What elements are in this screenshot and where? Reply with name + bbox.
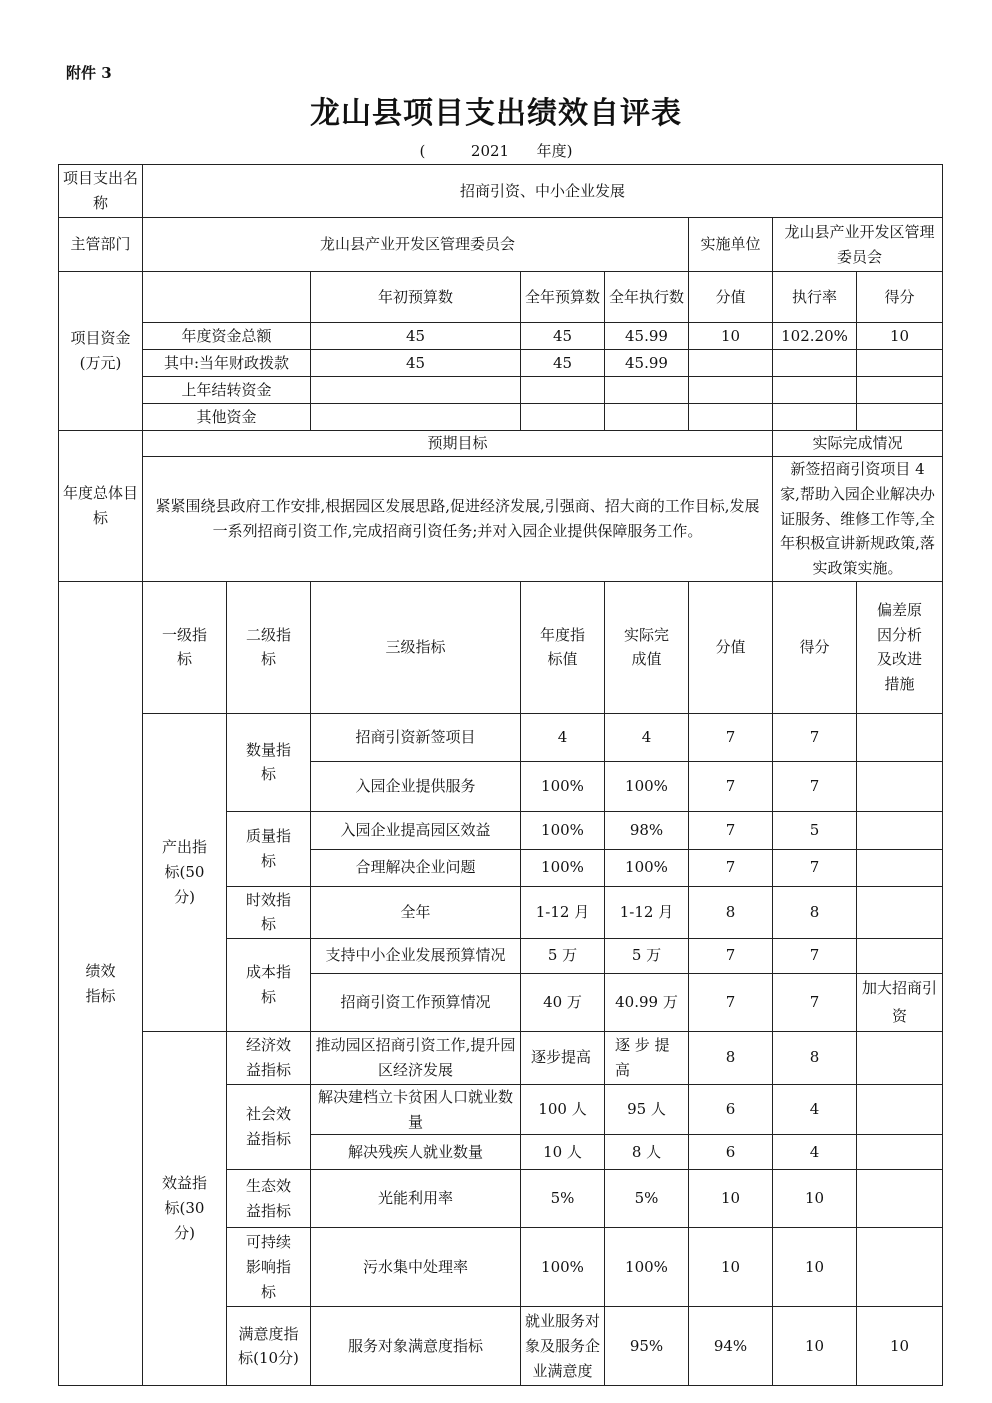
fund-annual bbox=[521, 377, 605, 404]
level2-quantity: 数量指标 bbox=[227, 713, 311, 811]
level1-satisfaction: 满意度指标(10分) bbox=[227, 1307, 311, 1386]
fund-executed bbox=[605, 404, 689, 431]
funds-label: 项目资金(万元) bbox=[59, 272, 143, 431]
fund-initial bbox=[311, 404, 521, 431]
indicator-value: 6 bbox=[689, 1084, 773, 1135]
dept-value: 龙山县产业开发区管理委员会 bbox=[143, 218, 689, 272]
indicator-actual: 94% bbox=[689, 1307, 773, 1386]
fund-score-value: 10 bbox=[689, 323, 773, 350]
level2-cost: 成本指标 bbox=[227, 938, 311, 1031]
indicator-score: 8 bbox=[773, 1031, 857, 1084]
fund-initial: 45 bbox=[311, 350, 521, 377]
indicator-value: 10 bbox=[689, 1228, 773, 1307]
indicator-score: 7 bbox=[773, 973, 857, 1031]
level2-sustainability: 可持续影响指标 bbox=[227, 1228, 311, 1307]
indicator-score: 7 bbox=[773, 761, 857, 811]
perf-header-level2: 二级指标 bbox=[227, 581, 311, 713]
fund-rate bbox=[773, 377, 857, 404]
evaluation-table bbox=[58, 164, 943, 1386]
indicator-score: 4 bbox=[773, 1135, 857, 1170]
perf-header-score: 得分 bbox=[773, 581, 857, 713]
goals-header-row bbox=[59, 431, 943, 457]
fund-rate bbox=[773, 404, 857, 431]
level2-satisfaction: 服务对象满意度指标 bbox=[311, 1307, 521, 1386]
level2-timeliness: 时效指标 bbox=[227, 886, 311, 938]
indicator-target: 1-12 月 bbox=[521, 886, 605, 938]
indicator-note bbox=[857, 1084, 943, 1135]
indicator-target: 100 人 bbox=[521, 1084, 605, 1135]
indicator-score: 5 bbox=[773, 811, 857, 849]
fund-score bbox=[857, 377, 943, 404]
fund-score: 10 bbox=[857, 323, 943, 350]
fund-score-value bbox=[689, 377, 773, 404]
indicator-value: 10 bbox=[773, 1307, 857, 1386]
page-title: 龙山县项目支出绩效自评表 bbox=[310, 96, 682, 131]
level2-economic: 经济效益指标 bbox=[227, 1031, 311, 1084]
indicator-note bbox=[857, 849, 943, 886]
indicator-row bbox=[59, 1031, 943, 1084]
fund-score bbox=[857, 404, 943, 431]
perf-header-score-value: 分值 bbox=[689, 581, 773, 713]
indicator-note bbox=[857, 886, 943, 938]
fund-executed: 45.99 bbox=[605, 323, 689, 350]
indicator-value: 7 bbox=[689, 849, 773, 886]
funds-row bbox=[59, 377, 943, 404]
unit-value: 龙山县产业开发区管理委员会 bbox=[773, 218, 943, 272]
perf-header-level3: 三级指标 bbox=[311, 581, 521, 713]
indicator-name: 支持中小企业发展预算情况 bbox=[311, 938, 521, 973]
goals-actual-text: 新签招商引资项目 4 家,帮助入园企业解决办证服务、维修工作等,全年积极宣讲新规政策,落实政策实施。 bbox=[773, 457, 943, 582]
funds-header-initial: 年初预算数 bbox=[311, 272, 521, 323]
indicator-name: 合理解决企业问题 bbox=[311, 849, 521, 886]
indicator-name: 就业服务对象及服务企业满意度 bbox=[521, 1307, 605, 1386]
fund-name: 上年结转资金 bbox=[143, 377, 311, 404]
indicator-note bbox=[857, 1170, 943, 1228]
fund-score-value bbox=[689, 350, 773, 377]
indicator-score: 10 bbox=[857, 1307, 943, 1386]
funds-header-annual: 全年预算数 bbox=[521, 272, 605, 323]
indicator-value: 7 bbox=[689, 938, 773, 973]
goals-expected-text: 紧紧围绕县政府工作安排,根据园区发展思路,促进经济发展,引强商、招大商的工作目标,发展一系列招商引资工作,完成招商引资任务;并对入园企业提供保障服务工作。 bbox=[143, 457, 773, 582]
indicator-actual: 100% bbox=[605, 1228, 689, 1307]
indicator-note: 加大招商引资 bbox=[857, 973, 943, 1031]
indicator-target: 100% bbox=[521, 849, 605, 886]
perf-label: 绩效指标 bbox=[59, 581, 143, 1386]
level2-ecological: 生态效益指标 bbox=[227, 1170, 311, 1228]
goals-content-row bbox=[59, 457, 943, 582]
indicator-note bbox=[857, 761, 943, 811]
year-close: 年度) bbox=[536, 142, 573, 160]
level1-output: 产出指标(50分) bbox=[143, 713, 227, 1031]
indicator-name: 光能利用率 bbox=[311, 1170, 521, 1228]
indicator-value: 7 bbox=[689, 713, 773, 761]
fund-initial: 45 bbox=[311, 323, 521, 350]
indicator-actual: 4 bbox=[605, 713, 689, 761]
project-name-row bbox=[59, 165, 943, 218]
goals-actual-header: 实际完成情况 bbox=[773, 431, 943, 457]
fund-name: 其他资金 bbox=[143, 404, 311, 431]
level1-benefit: 效益指标(30分) bbox=[143, 1031, 227, 1386]
indicator-score: 4 bbox=[773, 1084, 857, 1135]
indicator-name: 招商引资工作预算情况 bbox=[311, 973, 521, 1031]
indicator-value: 7 bbox=[689, 973, 773, 1031]
indicator-value: 10 bbox=[689, 1170, 773, 1228]
year-open: ( bbox=[419, 142, 426, 160]
funds-row bbox=[59, 323, 943, 350]
department-row bbox=[59, 218, 943, 272]
indicator-target: 5 万 bbox=[521, 938, 605, 973]
indicator-value: 6 bbox=[689, 1135, 773, 1170]
indicator-name: 污水集中处理率 bbox=[311, 1228, 521, 1307]
indicator-actual: 100% bbox=[605, 849, 689, 886]
funds-header-row bbox=[59, 272, 943, 323]
perf-header-row bbox=[59, 581, 943, 713]
indicator-note bbox=[857, 1031, 943, 1084]
indicator-value: 7 bbox=[689, 761, 773, 811]
indicator-score: 10 bbox=[773, 1170, 857, 1228]
indicator-target: 4 bbox=[521, 713, 605, 761]
indicator-note bbox=[857, 1135, 943, 1170]
indicator-note bbox=[857, 938, 943, 973]
fund-annual bbox=[521, 404, 605, 431]
dept-label: 主管部门 bbox=[59, 218, 143, 272]
fund-initial bbox=[311, 377, 521, 404]
funds-row bbox=[59, 404, 943, 431]
goals-expected-header: 预期目标 bbox=[143, 431, 773, 457]
indicator-actual: 逐 步 提 高 bbox=[605, 1031, 689, 1084]
indicator-actual: 5 万 bbox=[605, 938, 689, 973]
indicator-score: 7 bbox=[773, 938, 857, 973]
indicator-actual: 95 人 bbox=[605, 1084, 689, 1135]
indicator-name: 入园企业提供服务 bbox=[311, 761, 521, 811]
indicator-note bbox=[857, 811, 943, 849]
indicator-target: 40 万 bbox=[521, 973, 605, 1031]
indicator-target: 100% bbox=[521, 1228, 605, 1307]
indicator-actual: 40.99 万 bbox=[605, 973, 689, 1031]
fund-name: 其中:当年财政拨款 bbox=[143, 350, 311, 377]
level2-quality: 质量指标 bbox=[227, 811, 311, 886]
indicator-value: 8 bbox=[689, 1031, 773, 1084]
indicator-note bbox=[857, 1228, 943, 1307]
indicator-note bbox=[857, 713, 943, 761]
indicator-target: 5% bbox=[521, 1170, 605, 1228]
indicator-name: 解决建档立卡贫困人口就业数量 bbox=[311, 1084, 521, 1135]
project-name-label: 项目支出名称 bbox=[59, 165, 143, 218]
fund-annual: 45 bbox=[521, 323, 605, 350]
fund-annual: 45 bbox=[521, 350, 605, 377]
indicator-value: 8 bbox=[689, 886, 773, 938]
indicator-name: 全年 bbox=[311, 886, 521, 938]
indicator-name: 解决残疾人就业数量 bbox=[311, 1135, 521, 1170]
level2-social: 社会效益指标 bbox=[227, 1084, 311, 1170]
attachment-label: 附件 3 bbox=[66, 64, 112, 82]
funds-blank-header bbox=[143, 272, 311, 323]
fund-rate: 102.20% bbox=[773, 323, 857, 350]
indicator-score: 7 bbox=[773, 849, 857, 886]
fund-name: 年度资金总额 bbox=[143, 323, 311, 350]
project-name-value: 招商引资、中小企业发展 bbox=[143, 165, 943, 218]
indicator-name: 推动园区招商引资工作,提升园区经济发展 bbox=[311, 1031, 521, 1084]
indicator-score: 7 bbox=[773, 713, 857, 761]
fund-score bbox=[857, 350, 943, 377]
indicator-score: 8 bbox=[773, 886, 857, 938]
indicator-actual: 100% bbox=[605, 761, 689, 811]
perf-header-deviation: 偏差原因分析及改进措施 bbox=[857, 581, 943, 713]
indicator-target: 10 人 bbox=[521, 1135, 605, 1170]
indicator-score: 10 bbox=[773, 1228, 857, 1307]
funds-header-rate: 执行率 bbox=[773, 272, 857, 323]
indicator-target: 100% bbox=[521, 761, 605, 811]
funds-header-score-value: 分值 bbox=[689, 272, 773, 323]
indicator-target: 100% bbox=[521, 811, 605, 849]
year-line bbox=[0, 140, 992, 161]
year-value: 2021 bbox=[470, 142, 510, 160]
funds-header-score: 得分 bbox=[857, 272, 943, 323]
fund-executed bbox=[605, 377, 689, 404]
indicator-value: 7 bbox=[689, 811, 773, 849]
funds-header-executed: 全年执行数 bbox=[605, 272, 689, 323]
fund-score-value bbox=[689, 404, 773, 431]
indicator-target: 逐步提高 bbox=[521, 1031, 605, 1084]
indicator-name: 招商引资新签项目 bbox=[311, 713, 521, 761]
indicator-actual: 8 人 bbox=[605, 1135, 689, 1170]
perf-header-level1: 一级指标 bbox=[143, 581, 227, 713]
perf-header-target: 年度指标值 bbox=[521, 581, 605, 713]
indicator-target: 95% bbox=[605, 1307, 689, 1386]
fund-rate bbox=[773, 350, 857, 377]
goals-label: 年度总体目标 bbox=[59, 431, 143, 582]
indicator-actual: 98% bbox=[605, 811, 689, 849]
indicator-name: 入园企业提高园区效益 bbox=[311, 811, 521, 849]
indicator-actual: 5% bbox=[605, 1170, 689, 1228]
fund-executed: 45.99 bbox=[605, 350, 689, 377]
indicator-row bbox=[59, 713, 943, 761]
indicator-actual: 1-12 月 bbox=[605, 886, 689, 938]
perf-header-actual: 实际完成值 bbox=[605, 581, 689, 713]
unit-label: 实施单位 bbox=[689, 218, 773, 272]
funds-row bbox=[59, 350, 943, 377]
